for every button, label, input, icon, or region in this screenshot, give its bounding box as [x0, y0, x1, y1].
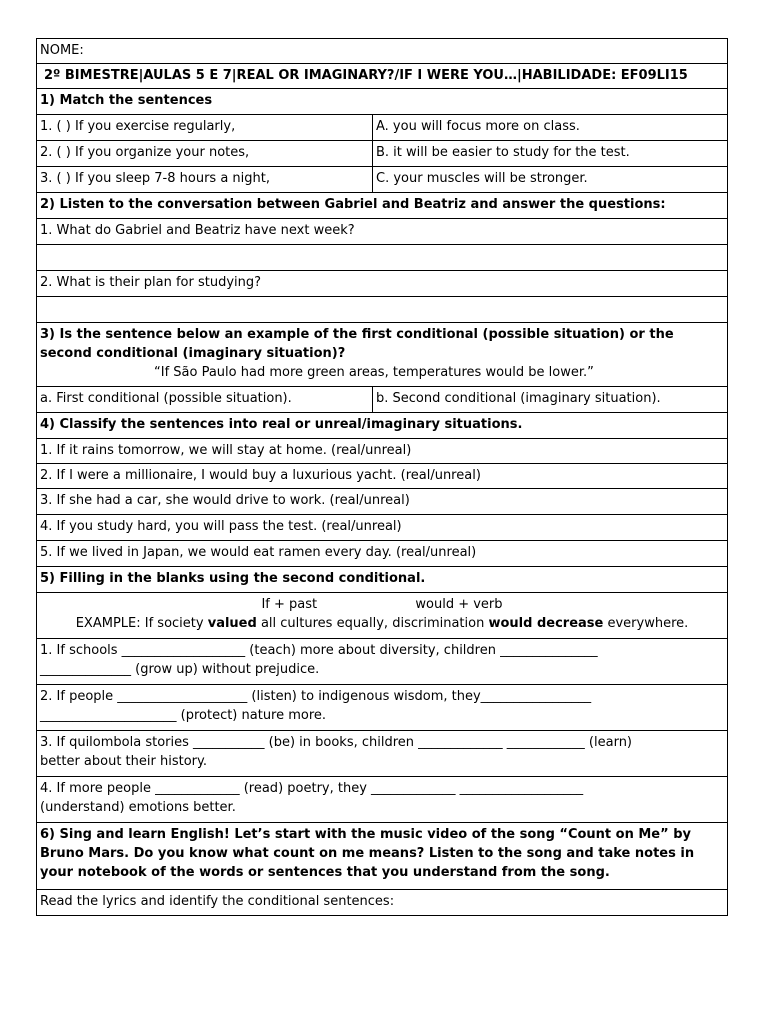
q5-item-4[interactable]: 4. If more people _____________ (read) poetry, they _____________ ___________________ (understand) emotions better.	[37, 777, 727, 823]
q1-heading: 1) Match the sentences	[37, 89, 727, 115]
worksheet-table	[36, 38, 728, 916]
q3-quote: “If São Paulo had more green areas, temperatures would be lower.”	[154, 365, 594, 380]
q4-heading: 4) Classify the sentences into real or unreal/imaginary situations.	[37, 413, 727, 439]
q5-item-1[interactable]: 1. If schools ___________________ (teach) more about diversity, children _______________ ______________ (grow up) without prejudice.	[37, 639, 727, 685]
q5-item-2[interactable]: 2. If people ____________________ (listen) to indigenous wisdom, they_________________ _____________________ (protect) nature more.	[37, 685, 727, 731]
q1-row-3[interactable]	[37, 167, 727, 193]
q3-options	[37, 387, 727, 413]
q5-formula-left: If + past	[261, 597, 318, 612]
q1-row-1-left: 1. ( ) If you exercise regularly,	[37, 115, 373, 140]
q1-row-3-right: C. your muscles will be stronger.	[376, 171, 588, 186]
q2-answer-1-blank[interactable]	[37, 245, 727, 271]
q1-row-3-left: 3. ( ) If you sleep 7-8 hours a night,	[37, 167, 373, 192]
q1-row-1-right: A. you will focus more on class.	[376, 119, 580, 134]
q4-item-2[interactable]: 2. If I were a millionaire, I would buy a luxurious yacht. (real/unreal)	[37, 464, 727, 489]
q5-example-block	[37, 593, 727, 639]
name-label: NOME:	[40, 43, 84, 58]
q1-row-2-left: 2. ( ) If you organize your notes,	[37, 141, 373, 166]
q4-item-4[interactable]: 4. If you study hard, you will pass the test. (real/unreal)	[37, 515, 727, 541]
q2-question-1: 1. What do Gabriel and Beatriz have next week?	[37, 219, 727, 245]
q4-item-1[interactable]: 1. If it rains tomorrow, we will stay at home. (real/unreal)	[37, 439, 727, 464]
q2-question-2: 2. What is their plan for studying?	[37, 271, 727, 297]
q3-option-a[interactable]: a. First conditional (possible situation).	[37, 387, 373, 412]
q2-heading: 2) Listen to the conversation between Gabriel and Beatriz and answer the questions:	[37, 193, 727, 219]
q5-example-verb2: would decrease	[488, 616, 604, 631]
q3-block	[37, 323, 727, 387]
q5-item-3[interactable]: 3. If quilombola stories ___________ (be) in books, children _____________ ____________ (learn) better about their history.	[37, 731, 727, 777]
q3-heading: 3) Is the sentence below an example of the first conditional (possible situation) or the second conditional (imaginary situation)?	[40, 327, 674, 361]
q2-answer-2-blank[interactable]	[37, 297, 727, 323]
q4-item-5[interactable]: 5. If we lived in Japan, we would eat ramen every day. (real/unreal)	[37, 541, 727, 567]
name-field[interactable]	[37, 39, 727, 64]
q5-example: EXAMPLE: If society valued all cultures equally, discrimination would decrease everywhere.	[75, 616, 689, 631]
q6-instruction: Read the lyrics and identify the conditional sentences:	[40, 894, 395, 909]
q1-row-1[interactable]	[37, 115, 727, 141]
q5-formula	[40, 595, 724, 614]
worksheet-title: 2º BIMESTRE|AULAS 5 E 7|REAL OR IMAGINARY?/IF I WERE YOU…|HABILIDADE: EF09LI15	[44, 68, 688, 83]
q4-item-3[interactable]: 3. If she had a car, she would drive to work. (real/unreal)	[37, 489, 727, 515]
q6-heading: 6) Sing and learn English! Let’s start with the music video of the song “Count on Me” by Bruno Mars. Do you know what count on me means? Listen to the song and take notes in your notebook of the words or sentences that you understand from the song.	[37, 823, 727, 890]
q1-row-2-right: B. it will be easier to study for the test.	[376, 145, 630, 160]
q5-heading: 5) Filling in the blanks using the second conditional.	[37, 567, 727, 593]
q5-formula-right: would + verb	[415, 597, 503, 612]
q5-example-verb1: valued	[207, 616, 257, 631]
q1-row-2[interactable]	[37, 141, 727, 167]
worksheet-title-row	[37, 64, 727, 89]
q3-option-b[interactable]: b. Second conditional (imaginary situation).	[376, 391, 661, 406]
